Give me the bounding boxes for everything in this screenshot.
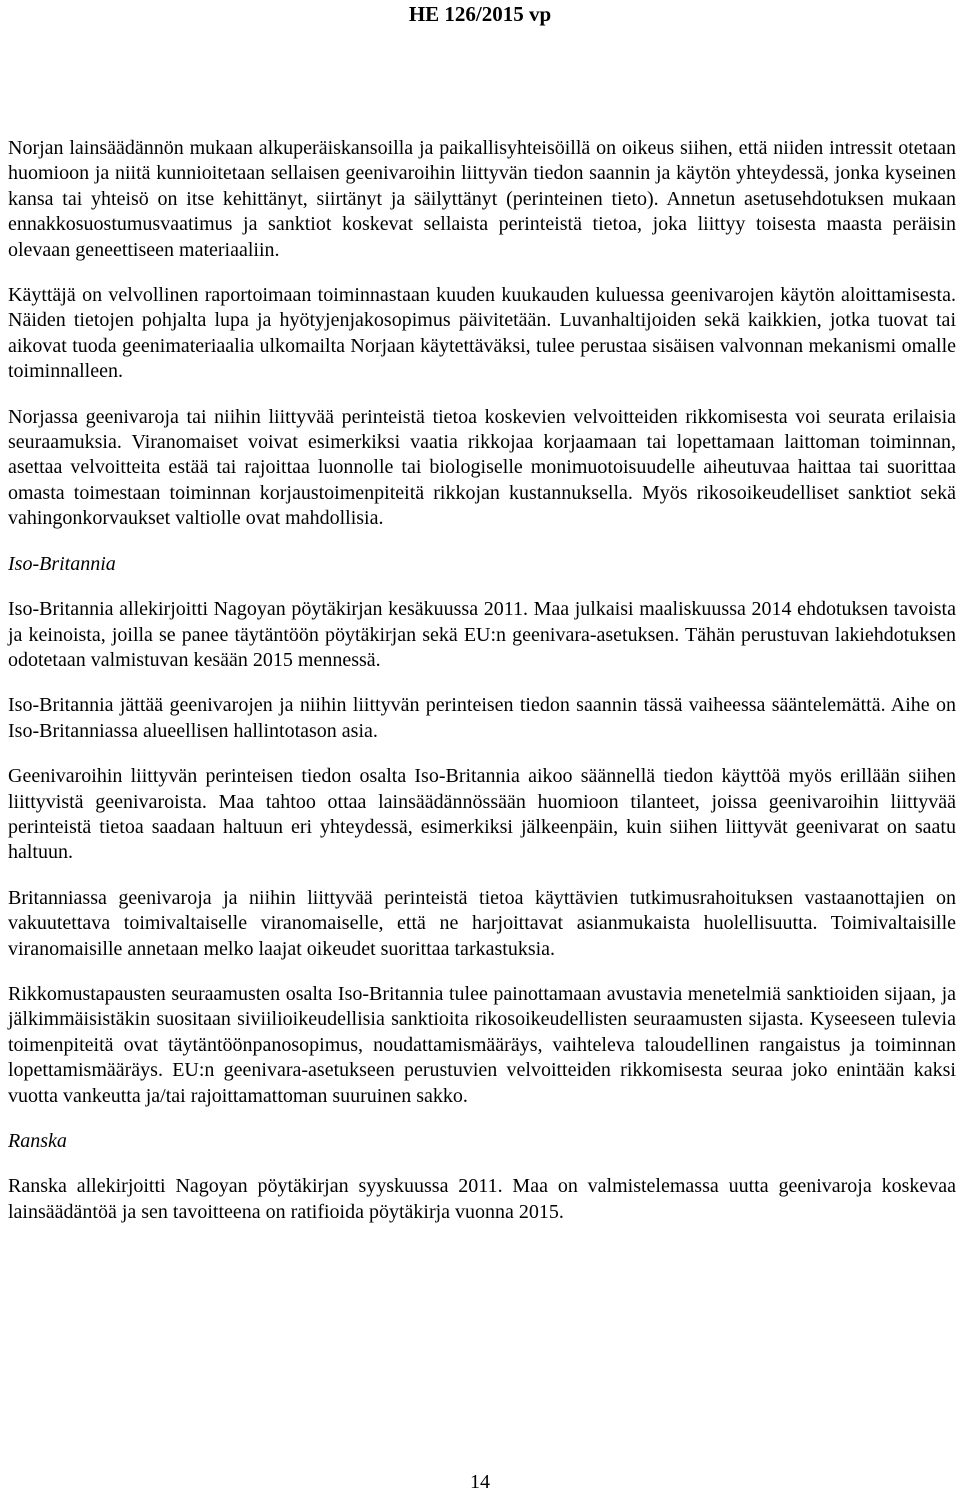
page-number: 14 bbox=[470, 1471, 490, 1493]
paragraph-uk-3: Geenivaroihin liittyvän perinteisen tiedon osalta Iso-Britannia aikoo säännellä tiedon käyttöä myös erillään siihen liittyvistä geenivaroista. Maa tahtoo ottaa lainsäädännössään huomioon tilanteet, joissa geenivaroihin liittyvää perinteistä tietoa saadaan haltuun eri yhteydessä, esimerkiksi jälkeenpäin, kuin siihen liittyvät geenivarat on saatu haltuun. bbox=[8, 765, 956, 864]
paragraph-uk-1: Iso-Britannia allekirjoitti Nagoyan pöytäkirjan kesäkuussa 2011. Maa julkaisi maaliskuussa 2014 ehdotuksen tavoista ja keinoista, joilla se panee täytäntöön pöytäkirjan sekä EU:n geenivara-asetuksen. Tähän perustuvan lakiehdotuksen odotetaan valmistuvan kesään 2015 mennessä. bbox=[8, 598, 956, 671]
paragraph-uk-4: Britanniassa geenivaroja ja niihin liittyvää perinteistä tietoa käyttävien tutkimusrahoituksen vastaanottajien on vakuutettava toimivaltaiselle viranomaiselle, että ne harjoittavat asianmukaista huolellisuutta. Toimivaltaisille viranomaisille annetaan melko laajat oikeudet suorittaa tarkastuksia. bbox=[8, 886, 956, 960]
paragraph-norway-1: Norjan lainsäädännön mukaan alkuperäiskansoilla ja paikallisyhteisöillä on oikeus siihen, että niiden intressit otetaan huomioon ja niitä kunnioitetaan sellaisen geenivaroihin liittyvän tiedon saannin ja käytön yhteydessä, jonka kyseinen kansa tai yhteisö on itse kehittänyt, siirtänyt ja säilyttänyt (perinteinen tieto). Annetun asetusehdotuksen mukaan ennakkosuostumusvaatimus ja sanktiot koskevat sellaista perinteistä tietoa, joka liittyy toisesta maasta peräisin olevaan geneettiseen materiaaliin. bbox=[8, 137, 956, 261]
paragraph-norway-3: Norjassa geenivaroja tai niihin liittyvää perinteistä tietoa koskevien velvoitteiden rikkomisesta voi seurata erilaisia seuraamuksia. Viranomaiset voivat esimerkiksi vaatia rikkojaa korjaamaan tai lopettamaan laittoman toiminnan, asettaa velvoitteita estää tai rajoittaa luonnolle tai biologiselle monimuotoisuudelle aiheutuvaa haittaa tai suorittaa omasta toimestaan toiminnan korjaustoimenpiteitä rikkojan kustannuksella. Myös rikosoikeudelliset sanktiot sekä vahingonkorvaukset valtiolle ovat mahdollisia. bbox=[8, 405, 956, 530]
document-header: HE 126/2015 vp bbox=[408, 2, 552, 26]
section-heading-uk: Iso-Britannia bbox=[8, 552, 116, 575]
document-body bbox=[8, 136, 956, 1245]
paragraph-france-1: Ranska allekirjoitti Nagoyan pöytäkirjan syyskuussa 2011. Maa on valmistelemassa uutta geenivaroja koskevaa lainsäädäntöä ja sen tavoitteena on ratifioida pöytäkirja vuonna 2015. bbox=[8, 1175, 956, 1223]
paragraph-uk-2: Iso-Britannia jättää geenivarojen ja niihin liittyvän perinteisen tiedon saannin tässä vaiheessa sääntelemättä. Aihe on Iso-Britanniassa alueellisen hallintotason asia. bbox=[8, 694, 956, 742]
paragraph-norway-2: Käyttäjä on velvollinen raportoimaan toiminnastaan kuuden kuukauden kuluessa geenivarojen käytön aloittamisesta. Näiden tietojen pohjalta lupa ja hyötyjenjakosopimus päivitetään. Luvanhaltijoiden sekä kaikkien, jotka tuovat tai aikovat tuoda geenimateriaalia ulkomailta Norjaan käytettäväksi, tulee perustaa sisäisen valvonnan mekanismi omalle toiminnalleen. bbox=[8, 284, 956, 383]
paragraph-uk-5: Rikkomustapausten seuraamusten osalta Iso-Britannia tulee painottamaan avustavia menetelmiä sanktioiden sijaan, ja jälkimmäisistäkin suositaan siviilioikeudellisia sanktioita rikosoikeudellisten seuraamusten sijasta. Kyseeseen tulevia toimenpiteitä ovat täytäntöönpanosopimus, noudattamismääräys, vaihteleva taloudellinen rangaistus ja toiminnan lopettamismääräys. EU:n geenivara-asetukseen perustuvien velvoitteiden rikkomisesta seuraa joko enintään kaksi vuotta vankeutta ja/tai rajoittamattoman suuruinen sakko. bbox=[8, 982, 956, 1107]
section-heading-france: Ranska bbox=[8, 1130, 67, 1152]
